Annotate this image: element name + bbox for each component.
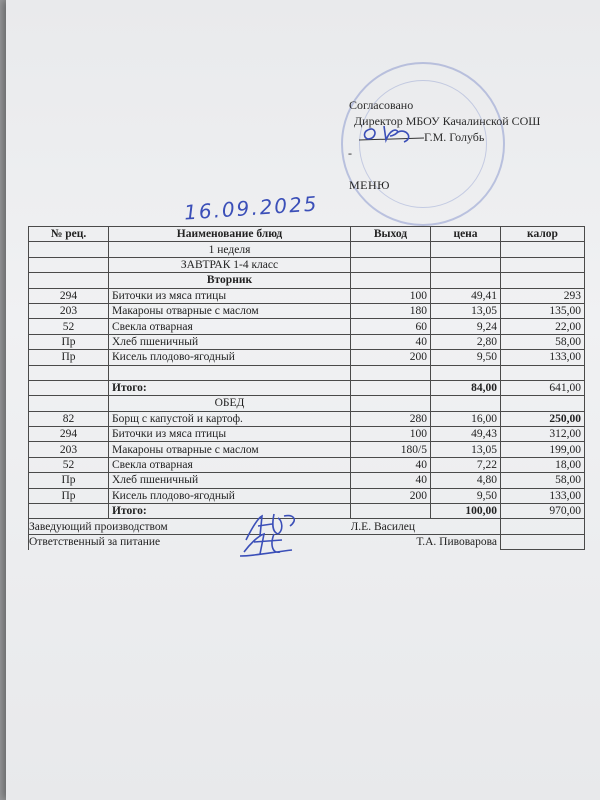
output-cell: 40 xyxy=(351,457,431,472)
calories-cell: 133,00 xyxy=(501,350,585,365)
lunch-total-calories: 970,00 xyxy=(501,504,585,519)
dish-cell: Макароны отварные с маслом xyxy=(109,303,351,318)
output-cell: 180/5 xyxy=(351,442,431,457)
lunch-total-label: Итого: xyxy=(109,504,351,519)
price-cell: 9,24 xyxy=(431,319,501,334)
recipe-cell: Пр xyxy=(29,350,109,365)
table-row xyxy=(29,473,585,488)
recipe-cell: Пр xyxy=(29,334,109,349)
breakfast-total-price: 84,00 xyxy=(431,380,501,395)
table-header-row xyxy=(29,227,585,242)
breakfast-title: ЗАВТРАК 1-4 класс xyxy=(109,257,351,272)
price-cell: 16,00 xyxy=(431,411,501,426)
calories-cell: 312,00 xyxy=(501,427,585,442)
output-cell: 60 xyxy=(351,319,431,334)
col-calories: калор xyxy=(501,227,585,242)
breakfast-total-calories: 641,00 xyxy=(501,380,585,395)
handwritten-date: 16.09.2025 xyxy=(183,191,320,225)
output-cell: 40 xyxy=(351,473,431,488)
dish-cell: Хлеб пшеничный xyxy=(109,334,351,349)
dish-cell: Свекла отварная xyxy=(109,319,351,334)
dish-cell: Борщ с капустой и картоф. xyxy=(109,411,351,426)
breakfast-total-label: Итого: xyxy=(109,380,351,395)
dish-cell: Кисель плодово-ягодный xyxy=(109,488,351,503)
table-row xyxy=(29,334,585,349)
price-cell: 49,43 xyxy=(431,427,501,442)
breakfast-title-row xyxy=(29,257,585,272)
price-cell: 9,50 xyxy=(431,350,501,365)
lunch-title: ОБЕД xyxy=(109,396,351,411)
calories-cell: 133,00 xyxy=(501,488,585,503)
approved-label: Согласовано xyxy=(349,98,414,112)
table-row xyxy=(29,319,585,334)
director-signature xyxy=(354,118,434,148)
table-row xyxy=(29,427,585,442)
calories-cell: 18,00 xyxy=(501,457,585,472)
table-row xyxy=(29,488,585,503)
recipe-cell: 203 xyxy=(29,303,109,318)
col-recipe: № рец. xyxy=(29,227,109,242)
calories-cell: 135,00 xyxy=(501,303,585,318)
week-label: 1 неделя xyxy=(109,242,351,257)
production-head-name: Л.Е. Василец xyxy=(351,519,501,534)
week-row xyxy=(29,242,585,257)
table-row xyxy=(29,303,585,318)
director-label: Директор МБОУ Качалинской СОШ xyxy=(354,114,541,128)
price-cell: 13,05 xyxy=(431,442,501,457)
recipe-cell: 52 xyxy=(29,457,109,472)
day-label: Вторник xyxy=(109,273,351,288)
nutrition-resp-signature xyxy=(234,530,304,562)
recipe-cell: Пр xyxy=(29,488,109,503)
calories-cell: 22,00 xyxy=(501,319,585,334)
table-row xyxy=(29,457,585,472)
dish-cell: Кисель плодово-ягодный xyxy=(109,350,351,365)
col-price: цена xyxy=(431,227,501,242)
output-cell: 40 xyxy=(351,334,431,349)
spacer-row xyxy=(29,365,585,380)
calories-cell: 58,00 xyxy=(501,334,585,349)
nutrition-resp-name: Т.А. Пивоварова xyxy=(351,534,501,549)
paper-sheet xyxy=(6,0,600,800)
dish-cell: Макароны отварные с маслом xyxy=(109,442,351,457)
recipe-cell: 52 xyxy=(29,319,109,334)
recipe-cell: 294 xyxy=(29,288,109,303)
calories-cell: 199,00 xyxy=(501,442,585,457)
price-cell: 49,41 xyxy=(431,288,501,303)
calories-cell: 58,00 xyxy=(501,473,585,488)
lunch-title-row xyxy=(29,396,585,411)
price-cell: 9,50 xyxy=(431,488,501,503)
output-cell: 100 xyxy=(351,288,431,303)
dish-cell: Биточки из мяса птицы xyxy=(109,288,351,303)
dish-cell: Свекла отварная xyxy=(109,457,351,472)
table-row xyxy=(29,288,585,303)
day-row xyxy=(29,273,585,288)
dish-cell: Биточки из мяса птицы xyxy=(109,427,351,442)
recipe-cell: 294 xyxy=(29,427,109,442)
price-cell: 4,80 xyxy=(431,473,501,488)
output-cell: 200 xyxy=(351,350,431,365)
output-cell: 180 xyxy=(351,303,431,318)
table-row xyxy=(29,442,585,457)
output-cell: 200 xyxy=(351,488,431,503)
col-dish: Наименование блюд xyxy=(109,227,351,242)
nutrition-resp-label: Ответственный за питание xyxy=(29,534,351,549)
menu-table xyxy=(28,226,585,550)
output-cell: 100 xyxy=(351,427,431,442)
table-row xyxy=(29,350,585,365)
price-cell: 13,05 xyxy=(431,303,501,318)
dash-mark: - xyxy=(348,146,352,160)
lunch-total-price: 100,00 xyxy=(431,504,501,519)
calories-cell: 293 xyxy=(501,288,585,303)
recipe-cell: Пр xyxy=(29,473,109,488)
recipe-cell: 203 xyxy=(29,442,109,457)
director-name: Г.М. Голубь xyxy=(424,130,485,144)
menu-title: МЕНЮ xyxy=(349,178,390,192)
production-head-label: Заведующий производством xyxy=(29,519,351,534)
calories-cell: 250,00 xyxy=(501,411,585,426)
dish-cell: Хлеб пшеничный xyxy=(109,473,351,488)
breakfast-total-row xyxy=(29,380,585,395)
price-cell: 7,22 xyxy=(431,457,501,472)
table-row xyxy=(29,411,585,426)
price-cell: 2,80 xyxy=(431,334,501,349)
recipe-cell: 82 xyxy=(29,411,109,426)
output-cell: 280 xyxy=(351,411,431,426)
col-output: Выход xyxy=(351,227,431,242)
